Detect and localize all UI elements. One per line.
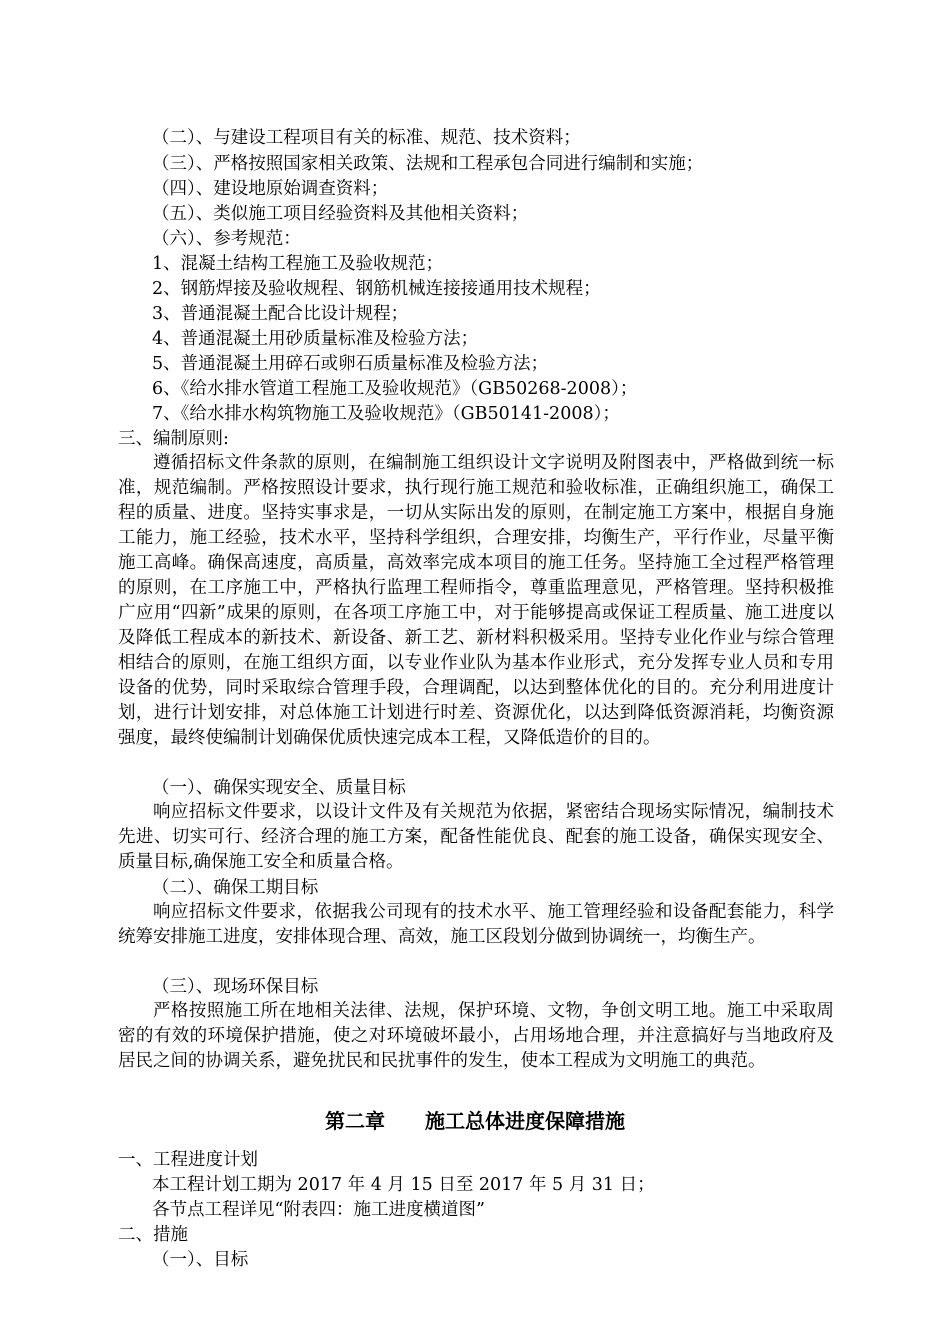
basis-item-4: （四）、建设地原始调查资料；	[152, 179, 389, 199]
spec-item-6: 6、《给水排水管道工程施工及验收规范》（GB50268-2008）；	[152, 379, 638, 399]
spec-item-7: 7、《给水排水构筑物施工及验收规范》（GB50141-2008）；	[152, 404, 620, 424]
spec-item-3: 3、普通混凝土配合比设计规程；	[152, 304, 409, 324]
principles-paragraph: 遵循招标文件条款的原则，在编制施工组织设计文字说明及附图表中，严格做到统一标准，规范编制。严格按照设计要求，执行现行施工规范和验收标准，正确组织施工，确保工程的质量、进度。坚持实事求是，一切从实际出发的原则，在制定施工方案中，根据自身施工能力，施工经验，技术水平，坚持科学组织，合理安排，均衡生产，平行作业，尽量平衡施工高峰。确保高速度，高质量，高效率完成本项目的施工任务。坚持施工全过程严格管理的原则，在工序施工中，严格执行监理工程师指令，尊重监理意见，严格管理。坚持积极推广应用“四新”成果的原则，在各项工序施工中，对于能够提高或保证工程质量、施工进度以及降低工程成本的新技术、新设备、新工艺、新材料积极采用。坚持专业化作业与综合管理相结合的原则，在施工组织方面，以专业作业队为基本作业形式，充分发挥专业人员和专用设备的优势，同时采取综合管理手段，合理调配，以达到整体优化的目的。充分利用进度计划，进行计划安排，对总体施工计划进行时差、资源优化，以达到降低资源消耗，均衡资源强度，最终使编制计划确保优质快速完成本工程，又降低造价的目的。	[118, 453, 834, 748]
schedule-reference-line: 各节点工程详见“附表四：施工进度横道图”	[152, 1200, 485, 1220]
goal-heading-safety-quality: （一）、确保实现安全、质量目标	[152, 778, 406, 798]
goal-paragraph-schedule: 响应招标文件要求，依据我公司现有的技术水平、施工管理经验和设备配套能力，科学统筹安排施工进度，安排体现合理、高效，施工区段划分做到协调统一，均衡生产。	[118, 902, 834, 947]
chapter-title: 第二章 施工总体进度保障措施	[325, 1109, 625, 1133]
basis-item-3: （三）、严格按照国家相关政策、法规和工程承包合同进行编制和实施；	[152, 154, 704, 174]
goal-paragraph-environment: 严格按照施工所在地相关法律、法规，保护环境、文物，争创文明工地。施工中采取周密的有效的环境保护措施，使之对环境破坏最小，占用场地合理，并注意搞好与当地政府及居民之间的协调关系，避免扰民和民扰事件的发生，使本工程成为文明施工的典范。	[118, 1001, 834, 1071]
section-heading-measures: 二、措施	[118, 1225, 188, 1245]
spec-item-2: 2、钢筋焊接及验收规程、钢筋机械连接接通用技术规程；	[152, 279, 601, 299]
spec-item-1: 1、混凝土结构工程施工及验收规范；	[152, 254, 444, 274]
goal-heading-schedule: （二）、确保工期目标	[152, 878, 319, 898]
spec-item-4: 4、普通混凝土用砂质量标准及检验方法；	[152, 329, 479, 349]
goal-paragraph-safety-quality: 响应招标文件要求，以设计文件及有关规范为依据，紧密结合现场实际情况，编制技术先进、切实可行、经济合理的施工方案，配备性能优良、配套的施工设备，确保实现安全、质量目标,确保施工安全和质量合格。	[118, 802, 834, 872]
spec-item-5: 5、普通混凝土用碎石或卵石质量标准及检验方法；	[152, 354, 549, 374]
schedule-duration-line: 本工程计划工期为 2017 年 4 月 15 日至 2017 年 5 月 31 日；	[152, 1175, 655, 1195]
section-heading-schedule-plan: 一、工程进度计划	[118, 1150, 258, 1170]
section-heading-principles: 三、编制原则:	[118, 429, 229, 449]
basis-item-5: （五）、类似施工项目经验资料及其他相关资料；	[152, 204, 529, 224]
basis-item-2: （二）、与建设工程项目有关的标准、规范、技术资料；	[152, 128, 581, 148]
measures-sub-heading-goal: （一）、目标	[152, 1250, 249, 1270]
goal-heading-environment: （三）、现场环保目标	[152, 977, 319, 997]
basis-item-6: （六）、参考规范：	[152, 229, 301, 249]
